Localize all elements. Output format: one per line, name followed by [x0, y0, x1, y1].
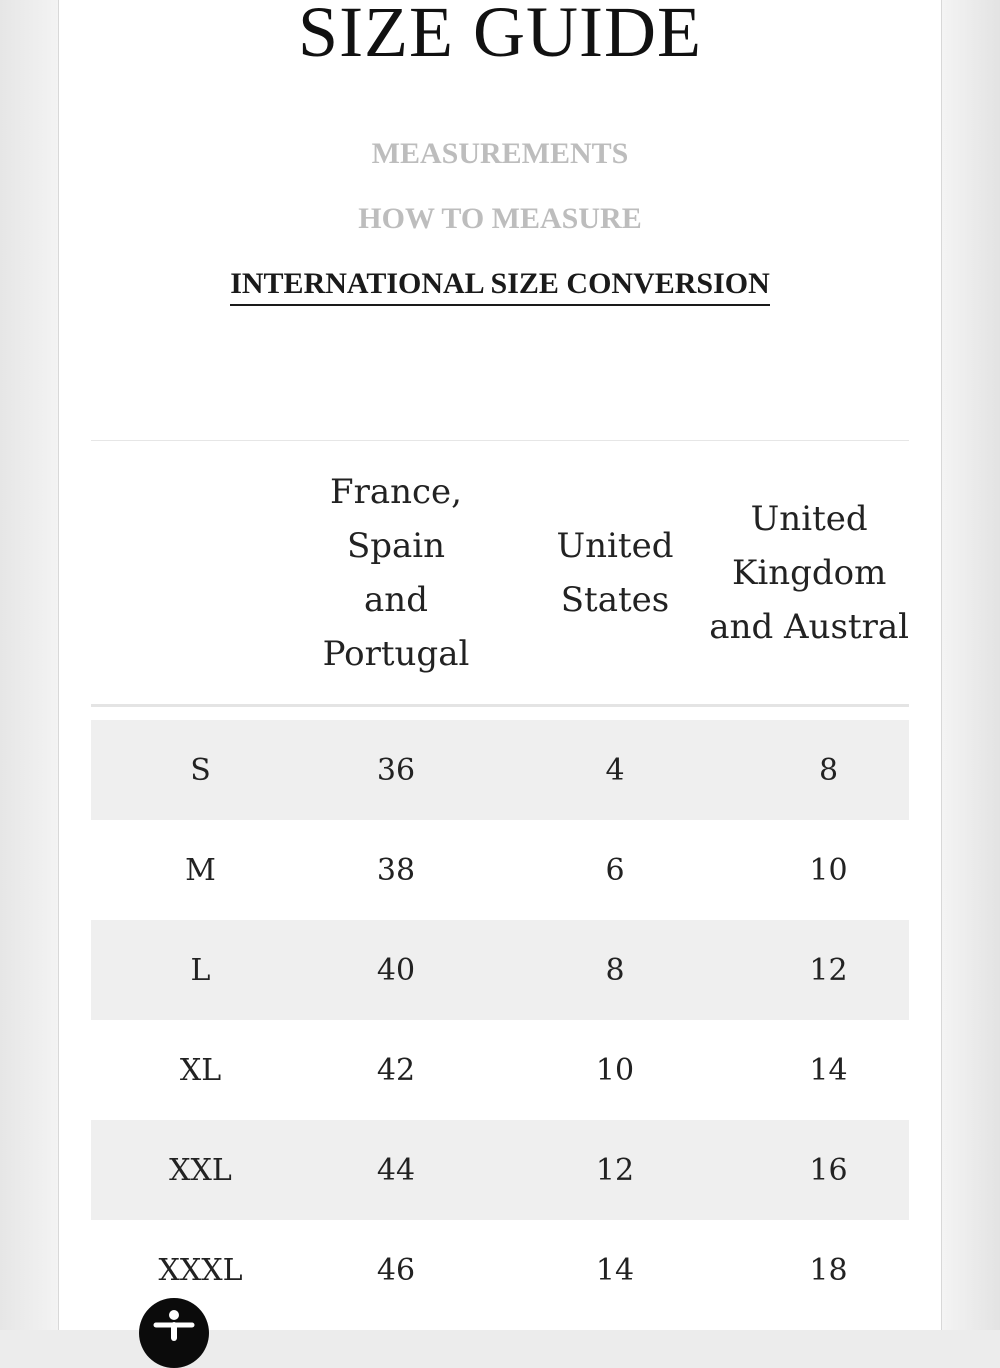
- tab-international-size-conversion[interactable]: [59, 266, 941, 306]
- accessibility-icon: [139, 1298, 209, 1368]
- cell-united-kingdom-australia: 10: [809, 852, 848, 888]
- cell-size: XL: [179, 1052, 222, 1088]
- page-background-left: [0, 0, 58, 1330]
- table-header-divider: [91, 704, 909, 707]
- table-row: [91, 1120, 909, 1220]
- table-body: [91, 720, 909, 1320]
- tab-how-to-measure[interactable]: [59, 201, 941, 237]
- cell-united-states: 14: [595, 1252, 635, 1288]
- cell-united-kingdom-australia: 8: [818, 752, 839, 788]
- cell-size: L: [190, 952, 211, 988]
- cell-france-spain-portugal: 46: [376, 1252, 416, 1288]
- tab-international-size-conversion-label: INTERNATIONAL SIZE CONVERSION: [230, 266, 770, 306]
- cell-size: XXXL: [158, 1252, 243, 1288]
- accessibility-button[interactable]: [139, 1298, 209, 1368]
- cell-france-spain-portugal: 36: [376, 752, 416, 788]
- header-cell-france-spain-portugal: France, Spain and Portugal: [322, 471, 470, 674]
- cell-united-states: 10: [595, 1052, 635, 1088]
- header-cell-united-states: United States: [556, 525, 674, 620]
- cell-france-spain-portugal: 38: [376, 852, 416, 888]
- cell-france-spain-portugal: 40: [376, 952, 416, 988]
- header-cell-size: [91, 441, 310, 704]
- tab-how-to-measure-label: HOW TO MEASURE: [358, 202, 642, 235]
- table-row: [91, 1020, 909, 1120]
- page-background-right: [942, 0, 1000, 1330]
- cell-united-states: 8: [605, 952, 625, 988]
- cell-united-kingdom-australia: 18: [809, 1252, 848, 1288]
- table-row: [91, 1220, 909, 1320]
- cell-united-states: 12: [595, 1152, 635, 1188]
- header-cell-united-kingdom-australia: United Kingdom and Austral: [709, 498, 909, 647]
- tab-measurements-label: MEASUREMENTS: [371, 137, 629, 170]
- table-header-row: [91, 441, 909, 704]
- cell-united-kingdom-australia: 12: [809, 952, 848, 988]
- cell-size: M: [185, 852, 216, 888]
- cell-france-spain-portugal: 44: [376, 1152, 416, 1188]
- cell-france-spain-portugal: 42: [376, 1052, 416, 1088]
- cell-united-states: 4: [605, 752, 625, 788]
- table-row: [91, 820, 909, 920]
- cell-size: S: [190, 752, 211, 788]
- cell-united-states: 6: [605, 852, 625, 888]
- cell-united-kingdom-australia: 14: [809, 1052, 848, 1088]
- table-row: [91, 920, 909, 1020]
- size-guide-panel: [58, 0, 942, 1330]
- page-title: SIZE GUIDE: [298, 0, 702, 72]
- tab-measurements[interactable]: [59, 136, 941, 172]
- cell-united-kingdom-australia: 16: [809, 1152, 848, 1188]
- cell-size: XXL: [169, 1152, 232, 1188]
- table-row: [91, 720, 909, 820]
